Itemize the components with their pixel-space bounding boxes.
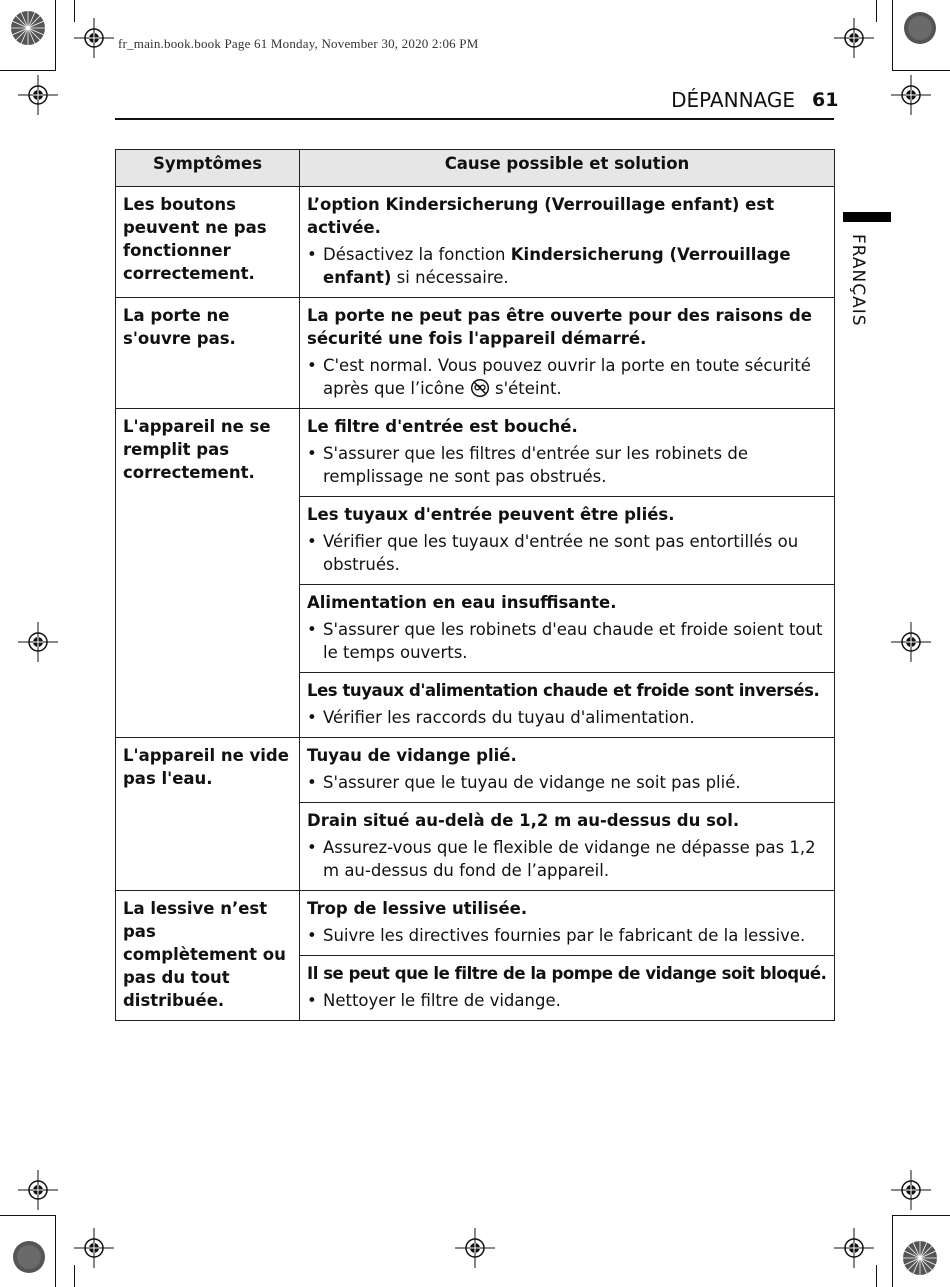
solution-text-part: s'éteint.	[489, 379, 562, 398]
bullet: •	[307, 838, 317, 857]
symptoms-header: Symptômes	[116, 150, 300, 187]
solution-item	[307, 989, 827, 1012]
crosshair-icon	[834, 18, 874, 58]
bullet: •	[307, 926, 317, 945]
registration-sunburst-icon	[10, 10, 46, 46]
solution-item	[307, 618, 827, 664]
crosshair-icon	[18, 622, 58, 662]
crop-mark	[892, 0, 893, 70]
language-label: FRANÇAIS	[848, 234, 868, 327]
crop-mark	[55, 0, 56, 70]
symptom-cell: La porte ne s'ouvre pas.	[116, 298, 300, 409]
crosshair-icon	[74, 1228, 114, 1268]
bullet: •	[307, 532, 317, 551]
cause-title: Le filtre d'entrée est bouché.	[307, 417, 578, 436]
solution-item	[307, 530, 827, 576]
cause-title: Les tuyaux d'alimentation chaude et froide sont inversés.	[307, 681, 820, 700]
crosshair-icon	[18, 75, 58, 115]
solution-text: Vérifier que les tuyaux d'entrée ne sont pas entortillés ou obstrués.	[323, 532, 799, 574]
crop-mark	[55, 1215, 56, 1287]
page-number: 61	[812, 89, 839, 111]
crosshair-icon	[891, 75, 931, 115]
solution-item	[307, 243, 827, 289]
symptom-cell: L'appareil ne se remplit pas correctement.	[116, 409, 300, 738]
cause-block	[300, 584, 834, 672]
section-title: DÉPANNAGE	[671, 88, 795, 112]
solution-text: S'assurer que les robinets d'eau chaude et froide soient tout le temps ouverts.	[323, 620, 823, 662]
door-lock-icon	[470, 378, 490, 398]
cause-title: La porte ne peut pas être ouverte pour des raisons de sécurité une fois l'appareil démarré.	[307, 306, 812, 348]
cause-block	[300, 187, 834, 297]
symptom-cell: Les boutons peuvent ne pas fonctionner correctement.	[116, 187, 300, 298]
print-metadata: fr_main.book.book Page 61 Monday, November 30, 2020 2:06 PM	[118, 36, 479, 51]
bullet: •	[307, 444, 317, 463]
solution-item	[307, 354, 827, 400]
solution-item	[307, 771, 827, 794]
table-header-row	[116, 150, 835, 187]
registration-sunburst-icon	[902, 1240, 938, 1276]
table-row	[116, 409, 835, 738]
table-row	[116, 298, 835, 409]
cause-block	[300, 496, 834, 584]
solution-item	[307, 924, 827, 947]
solution-text: Nettoyer le filtre de vidange.	[323, 991, 561, 1010]
table-row	[116, 187, 835, 298]
solution-text: Suivre les directives fournies par le fabricant de la lessive.	[323, 926, 806, 945]
crosshair-icon	[891, 622, 931, 662]
solution-text-part: C'est normal. Vous pouvez ouvrir la porte en toute sécurité après que l’icône	[323, 356, 811, 398]
solution-item	[307, 836, 827, 882]
solution-text-part: Désactivez la fonction	[323, 245, 511, 264]
table-row	[116, 891, 835, 1021]
bullet: •	[307, 773, 317, 792]
bullet: •	[307, 991, 317, 1010]
troubleshooting-table	[115, 149, 835, 1021]
crop-mark	[892, 1215, 893, 1287]
cause-title: Drain situé au-delà de 1,2 m au-dessus du sol.	[307, 811, 740, 830]
cause-cell	[300, 187, 835, 298]
solution-text: S'assurer que les filtres d'entrée sur les robinets de remplissage ne sont pas obstrués.	[323, 444, 748, 486]
bullet: •	[307, 356, 317, 375]
crosshair-icon	[74, 18, 114, 58]
crop-mark	[0, 70, 56, 71]
cause-title: Trop de lessive utilisée.	[307, 899, 528, 918]
solution-text	[323, 354, 827, 400]
bullet: •	[307, 245, 317, 264]
symptom-cell: La lessive n’est pas complètement ou pas du tout distribuée.	[116, 891, 300, 1021]
language-tab-marker	[843, 212, 891, 222]
crosshair-icon	[455, 1228, 495, 1268]
cause-title: L’option Kindersicherung (Verrouillage enfant) est activée.	[307, 195, 775, 237]
solution-text: S'assurer que le tuyau de vidange ne soit pas plié.	[323, 773, 741, 792]
cause-block	[300, 955, 834, 1020]
cause-block	[300, 738, 834, 802]
crop-mark	[876, 1265, 877, 1287]
crop-mark	[876, 0, 877, 22]
cause-title: Les tuyaux d'entrée peuvent être pliés.	[307, 505, 675, 524]
cause-solution-header: Cause possible et solution	[300, 150, 835, 187]
solution-item	[307, 706, 827, 729]
table-row	[116, 738, 835, 891]
bullet: •	[307, 708, 317, 727]
cause-block	[300, 802, 834, 890]
crop-mark	[892, 70, 950, 71]
cause-title: Alimentation en eau insuffisante.	[307, 593, 617, 612]
cause-block	[300, 298, 834, 408]
cause-cell	[300, 298, 835, 409]
solution-text: Assurez-vous que le flexible de vidange ne dépasse pas 1,2 m au-dessus du fond de l’appareil.	[323, 838, 816, 880]
solution-text-part: si nécessaire.	[391, 268, 509, 287]
registration-circle-icon	[903, 11, 937, 45]
crosshair-icon	[891, 1170, 931, 1210]
symptom-cell: L'appareil ne vide pas l'eau.	[116, 738, 300, 891]
cause-cell	[300, 891, 835, 1021]
header-rule	[115, 118, 834, 120]
bullet: •	[307, 620, 317, 639]
crop-mark	[0, 1215, 56, 1216]
cause-block	[300, 409, 834, 496]
solution-text: Vérifier les raccords du tuyau d'alimentation.	[323, 708, 695, 727]
crosshair-icon	[18, 1170, 58, 1210]
cause-cell	[300, 409, 835, 738]
cause-block	[300, 672, 834, 737]
solution-text	[323, 243, 827, 289]
solution-text-bold: Kindersicherung (Verrouillage enfant)	[323, 245, 791, 287]
crop-mark	[74, 0, 75, 22]
cause-title: Tuyau de vidange plié.	[307, 746, 517, 765]
cause-cell	[300, 738, 835, 891]
crosshair-icon	[834, 1228, 874, 1268]
cause-title: Il se peut que le filtre de la pompe de vidange soit bloqué.	[307, 964, 827, 983]
cause-block	[300, 891, 834, 955]
registration-circle-icon	[12, 1240, 46, 1274]
crop-mark	[892, 1215, 950, 1216]
crop-mark	[74, 1265, 75, 1287]
solution-item	[307, 442, 827, 488]
